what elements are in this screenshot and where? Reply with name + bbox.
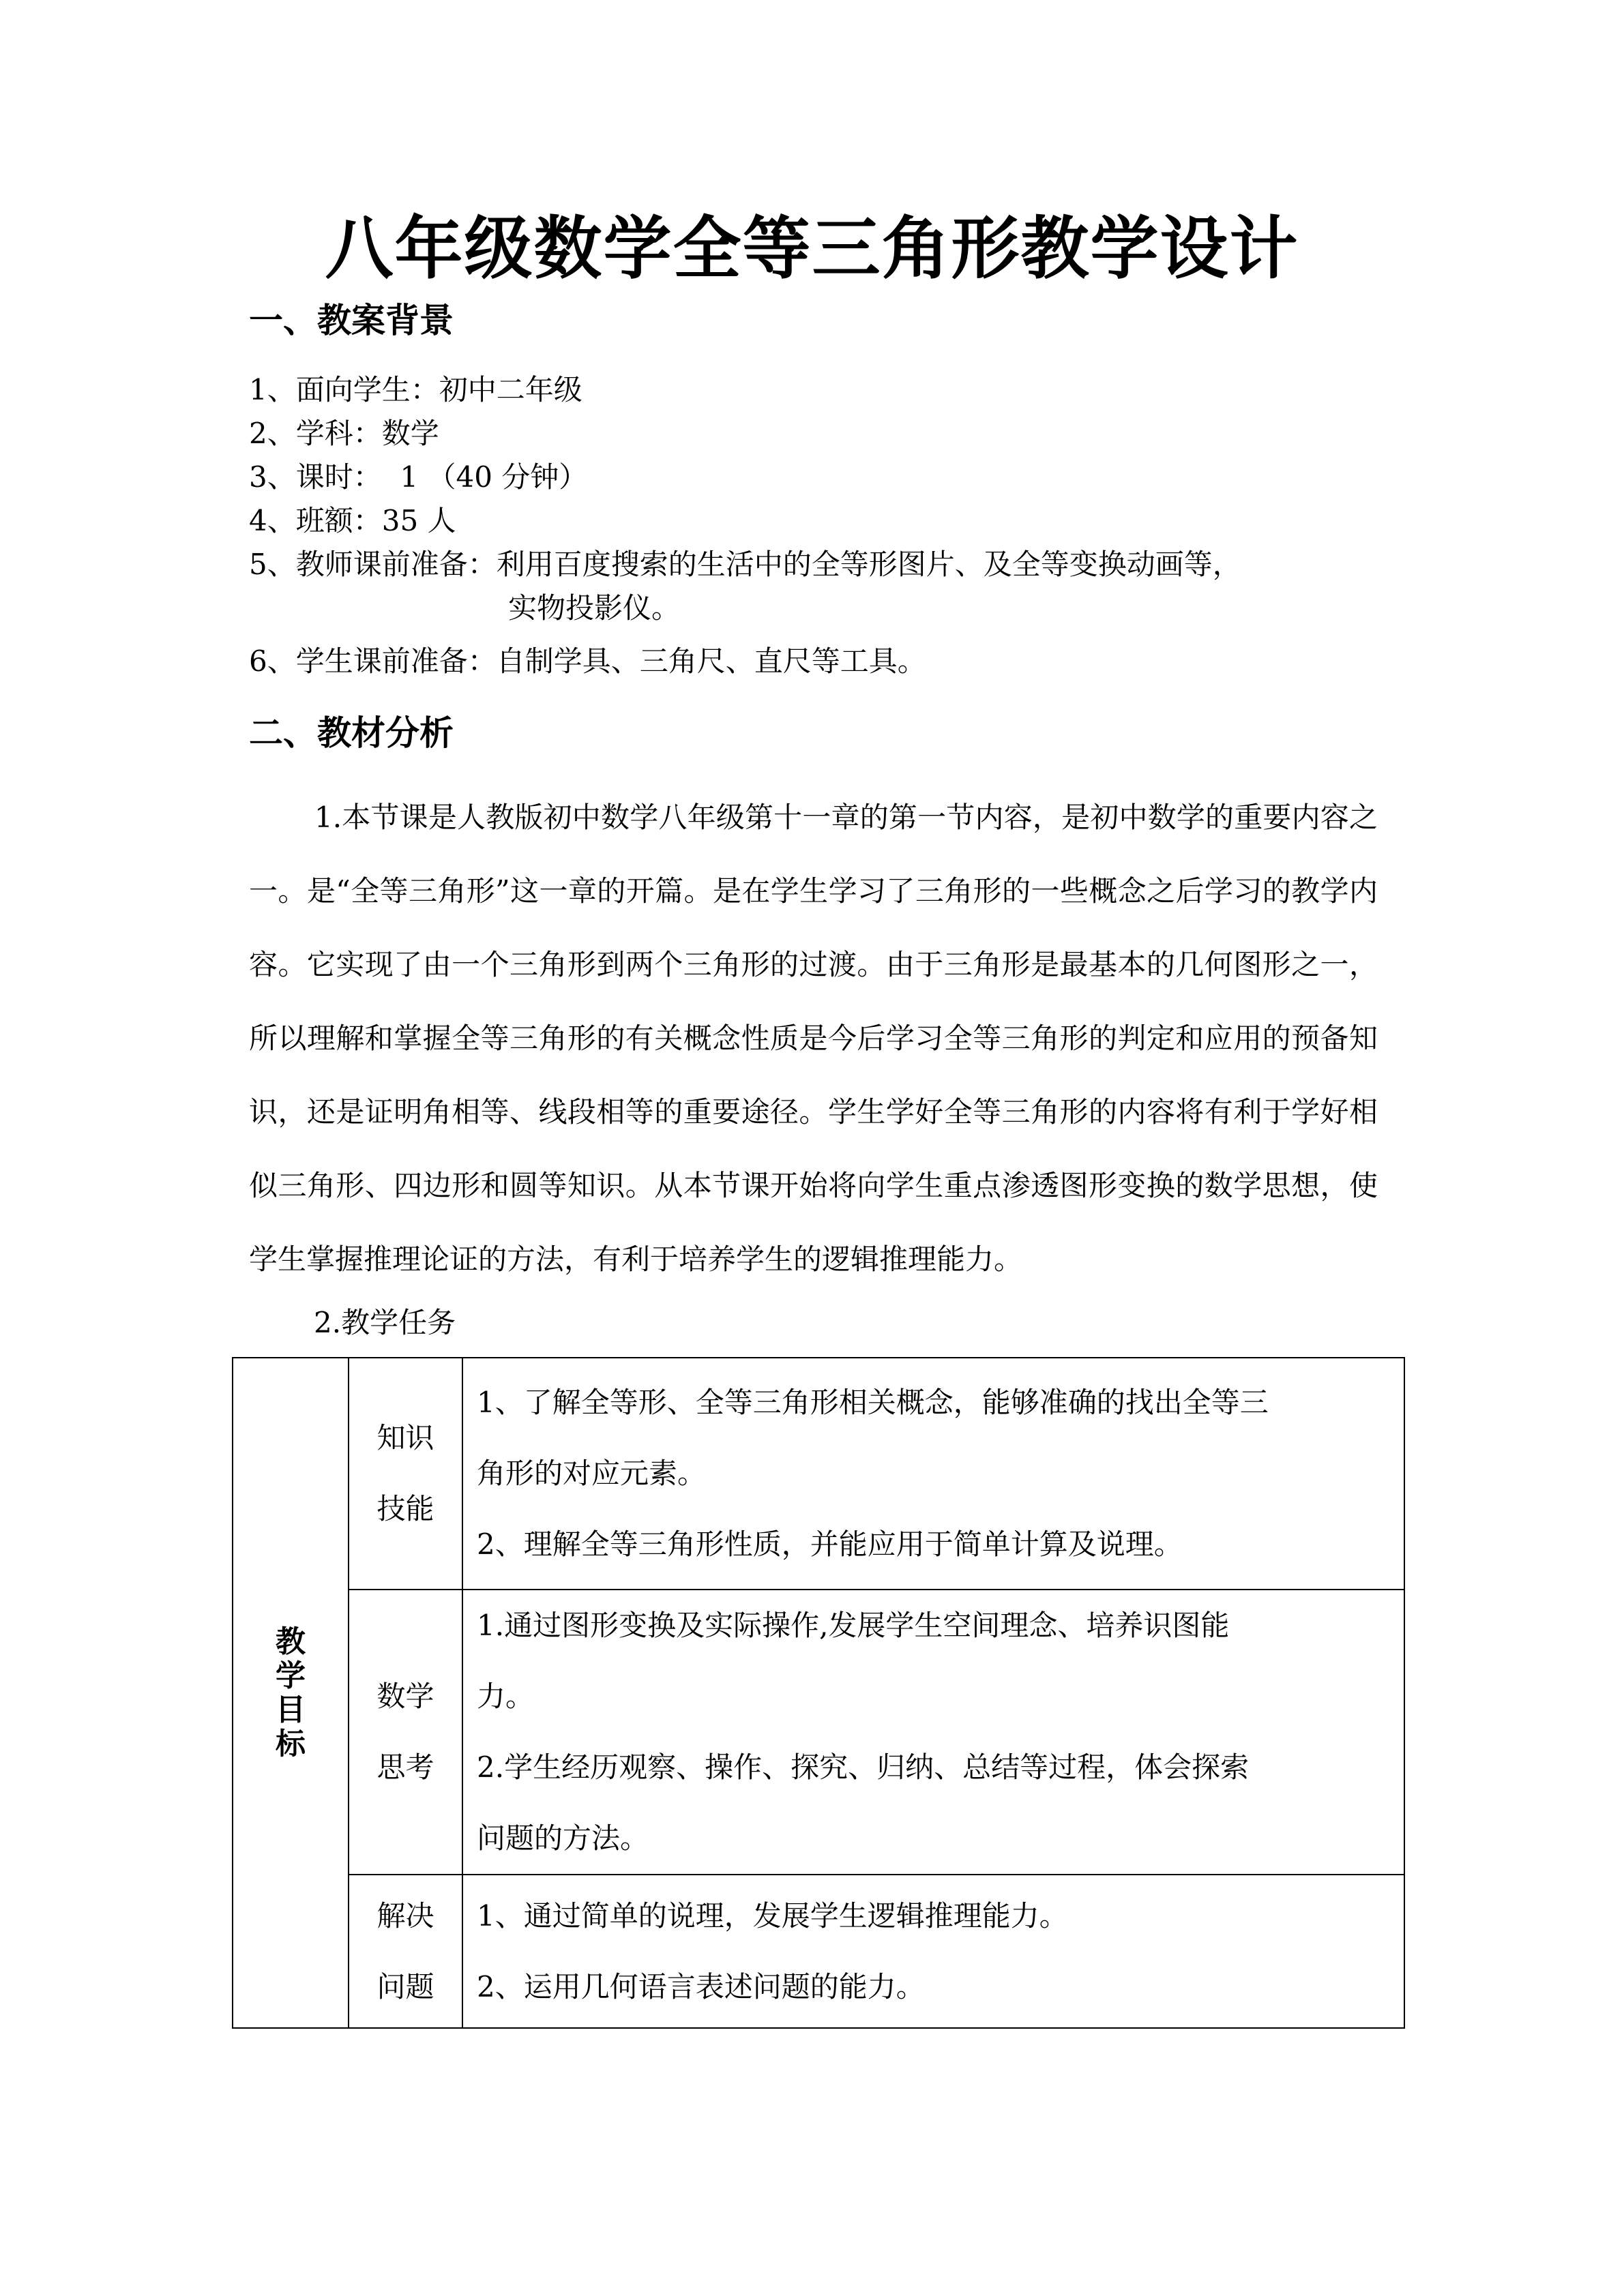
background-item-subject: 2、学科：数学 [249, 417, 439, 450]
description-line: 角形的对应元素。 [477, 1457, 707, 1490]
goal-category-problem-solving [349, 1875, 462, 2028]
description-line: 2、运用几何语言表述问题的能力。 [477, 1969, 925, 2003]
background-item-teacher-prep-continued: 实物投影仪。 [508, 591, 681, 625]
table-row [233, 1875, 1404, 2028]
description-line: 问题的方法。 [477, 1821, 649, 1855]
background-item-periods: 3、课时： 1 （40 分钟） [249, 460, 588, 494]
teaching-goals-table [232, 1357, 1405, 2029]
category-line: 思考 [377, 1750, 434, 1784]
description-line: 1、通过简单的说理，发展学生逻辑推理能力。 [477, 1898, 1068, 1933]
description-line: 2、理解全等三角形性质，并能应用于简单计算及说理。 [477, 1527, 1183, 1561]
table-row [233, 1590, 1404, 1875]
description-line: 1.通过图形变换及实际操作,发展学生空间理念、培养识图能 [477, 1609, 1230, 1642]
goal-category-knowledge [349, 1358, 462, 1590]
category-line: 解决 [377, 1898, 434, 1933]
category-line: 技能 [377, 1492, 434, 1525]
goal-description-problem-solving [462, 1875, 1404, 2028]
background-item-class-size: 4、班额：35 人 [249, 504, 456, 537]
document-title: 八年级数学全等三角形教学设计 [325, 209, 1299, 288]
description-line: 2.学生经历观察、操作、探究、归纳、总结等过程，体会探索 [477, 1750, 1250, 1784]
goals-main-label-cell [233, 1358, 349, 2028]
section-heading-material-analysis: 二、教材分析 [249, 713, 454, 753]
background-item-student-prep: 6、学生课前准备：自制学具、三角尺、直尺等工具。 [249, 644, 926, 678]
description-line: 力。 [477, 1680, 535, 1713]
table-row [233, 1358, 1404, 1590]
goals-main-label: 教学目标 [276, 1624, 306, 1761]
teaching-tasks-subheading: 2.教学任务 [314, 1306, 456, 1339]
description-line: 1、了解全等形、全等三角形相关概念，能够准确的找出全等三 [477, 1386, 1269, 1419]
material-analysis-paragraph: 1.本节课是人教版初中数学八年级第十一章的第一节内容，是初中数学的重要内容之一。是“全等三角形”这一章的开篇。是在学生学习了三角形的一些概念之后学习的教学内容。它实现了由一个三角形到两个三角形的过渡。由于三角形是最基本的几何图形之一，所以理解和掌握全等三角形的有关概念性质是今后学习全等三角形的判定和应用的预备知识，还是证明角相等、线段相等的重要途径。学生学好全等三角形的内容将有利于学好相似三角形、四边形和圆等知识。从本节课开始将向学生重点渗透图形变换的数学思想，使学生掌握推理论证的方法，有利于培养学生的逻辑推理能力。 [249, 801, 1378, 1276]
goal-category-math-thinking [349, 1590, 462, 1875]
background-item-students: 1、面向学生：初中二年级 [249, 373, 582, 406]
section-heading-background: 一、教案背景 [249, 301, 454, 340]
category-line: 问题 [377, 1969, 434, 2003]
goal-description-math-thinking [462, 1590, 1404, 1875]
background-list [249, 368, 1395, 683]
category-line: 数学 [377, 1680, 434, 1713]
category-line: 知识 [377, 1421, 434, 1455]
goal-description-knowledge [462, 1358, 1404, 1590]
background-item-teacher-prep: 5、教师课前准备：利用百度搜索的生活中的全等形图片、及全等变换动画等， [249, 548, 1241, 581]
